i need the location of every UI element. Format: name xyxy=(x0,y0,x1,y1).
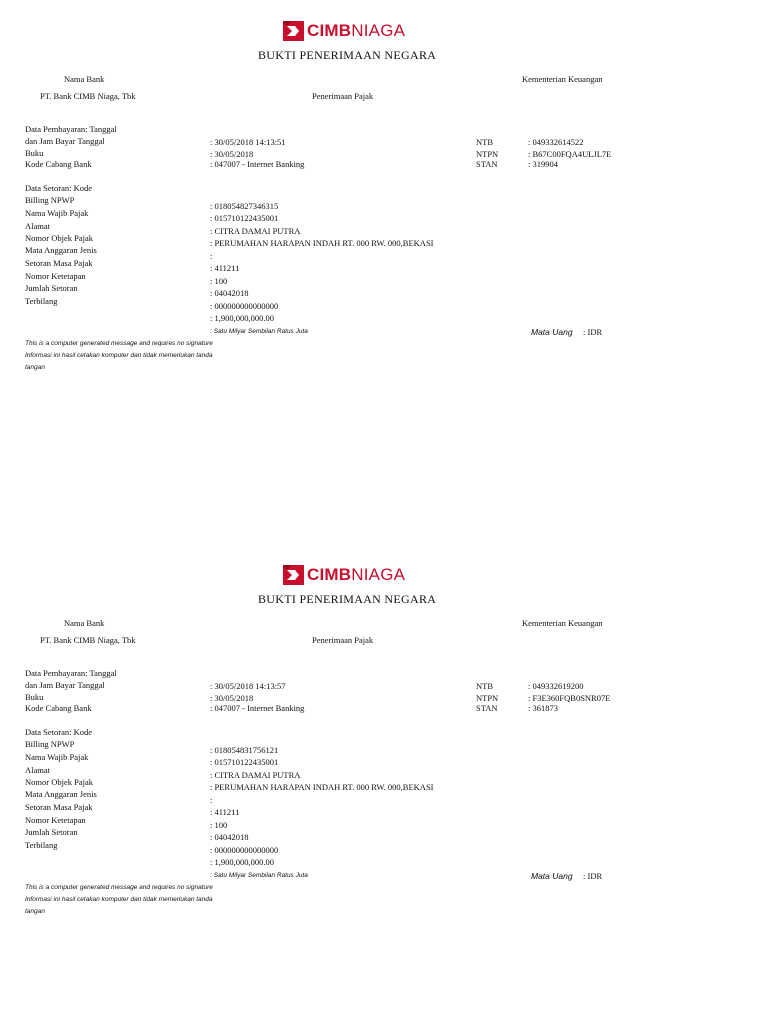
label-taxpayer: Nama Wajib Pajak xyxy=(25,208,89,218)
label-tax-period: Setoran Masa Pajak xyxy=(25,802,93,812)
receipt-title: BUKTI PENERIMAAN NEGARA xyxy=(258,48,437,62)
logo-text: CIMBNIAGA xyxy=(307,565,406,584)
currency-label: Mata Uang xyxy=(531,871,573,881)
revenue-type: Penerimaan Pajak xyxy=(312,91,374,101)
value-assessment: : 000000000000000 xyxy=(210,301,279,311)
label-taxpayer: Nama Wajib Pajak xyxy=(25,752,89,762)
footer-line-3: tangan xyxy=(25,364,45,371)
cimb-niaga-logo xyxy=(283,563,413,587)
label-npwp: Billing NPWP xyxy=(25,739,75,749)
value-address: : PERUMAHAN HARAPAN INDAH RT. 000 RW. 000,BEKASI xyxy=(210,238,434,248)
label-budget-type: Mata Anggaran Jenis xyxy=(25,789,97,799)
value-budget-type: : 411211 xyxy=(210,807,240,817)
label-branch: Kode Cabang Bank xyxy=(25,703,92,713)
value-object-number: : xyxy=(210,251,213,261)
value-book-date: : 30/05/2018 xyxy=(210,693,254,703)
label-amount: Jumlah Setoran xyxy=(25,827,78,837)
label-ntpn: NTPN xyxy=(476,149,499,159)
value-tax-period: : 04042018 xyxy=(210,288,249,298)
label-stan: STAN xyxy=(476,159,498,169)
value-stan: : 361873 xyxy=(528,703,558,713)
value-amount: : 1,900,000,000.00 xyxy=(210,313,274,323)
footer-line-1: This is a computer generated message and requires no signature xyxy=(25,884,213,891)
currency-label: Mata Uang xyxy=(531,327,573,337)
bank-label: Nama Bank xyxy=(64,618,105,628)
label-book: Buku xyxy=(25,692,44,702)
footer-line-3: tangan xyxy=(25,908,45,915)
ministry: Kementerian Keuangan xyxy=(522,74,603,84)
label-branch: Kode Cabang Bank xyxy=(25,159,92,169)
value-pay-datetime: : 30/05/2018 14:13:51 xyxy=(210,137,286,147)
label-amount: Jumlah Setoran xyxy=(25,283,78,293)
value-object-number: : xyxy=(210,795,213,805)
value-stan: : 319904 xyxy=(528,159,558,169)
value-book-date: : 30/05/2018 xyxy=(210,149,254,159)
footer-line-2: Informasi ini hasil cetakan komputer dan tidak memerlukan tanda xyxy=(25,896,213,903)
value-taxpayer: : CITRA DAMAI PUTRA xyxy=(210,226,301,236)
logo-text: CIMBNIAGA xyxy=(307,21,406,40)
cimb-niaga-logo-icon xyxy=(283,565,304,585)
value-ntpn: : F3E360FQB0SNR07E xyxy=(528,693,611,703)
value-address: : PERUMAHAN HARAPAN INDAH RT. 000 RW. 000,BEKASI xyxy=(210,782,434,792)
ministry: Kementerian Keuangan xyxy=(522,618,603,628)
bank-name: PT. Bank CIMB Niaga, Tbk xyxy=(40,635,136,645)
value-pay-datetime: : 30/05/2018 14:13:57 xyxy=(210,681,286,691)
value-taxpayer: : CITRA DAMAI PUTRA xyxy=(210,770,301,780)
value-deposit-type: : 100 xyxy=(210,276,228,286)
label-assessment: Nomor Ketetapan xyxy=(25,815,86,825)
value-billing-code: : 018054831756121 xyxy=(210,745,279,755)
label-address: Alamat xyxy=(25,221,51,231)
currency-value: : IDR xyxy=(583,327,603,337)
value-tax-period: : 04042018 xyxy=(210,832,249,842)
value-branch: : 047007 - Internet Banking xyxy=(210,159,305,169)
revenue-type: Penerimaan Pajak xyxy=(312,635,374,645)
value-assessment: : 000000000000000 xyxy=(210,845,279,855)
value-ntb: : 049332619200 xyxy=(528,681,584,691)
label-in-words: Terbilang xyxy=(25,840,58,850)
label-ntb: NTB xyxy=(476,137,493,147)
label-pay-time: dan Jam Bayar Tanggal xyxy=(25,136,105,146)
bank-label: Nama Bank xyxy=(64,74,105,84)
receipt-2 xyxy=(0,544,768,924)
label-payment-date: Data Pembayaran: Tanggal xyxy=(25,124,117,134)
receipt-title: BUKTI PENERIMAAN NEGARA xyxy=(258,592,437,606)
footer-line-2: Informasi ini hasil cetakan komputer dan tidak memerlukan tanda xyxy=(25,352,213,359)
currency-value: : IDR xyxy=(583,871,603,881)
value-in-words: : Satu Milyar Sembilan Ratus Juta xyxy=(210,872,308,879)
cimb-niaga-logo xyxy=(283,19,413,43)
value-in-words: : Satu Milyar Sembilan Ratus Juta xyxy=(210,328,308,335)
label-payment-date: Data Pembayaran: Tanggal xyxy=(25,668,117,678)
label-billing-code: Data Setoran: Kode xyxy=(25,183,93,193)
value-npwp: : 015710122435001 xyxy=(210,757,279,767)
label-ntb: NTB xyxy=(476,681,493,691)
value-branch: : 047007 - Internet Banking xyxy=(210,703,305,713)
label-assessment: Nomor Ketetapan xyxy=(25,271,86,281)
label-address: Alamat xyxy=(25,765,51,775)
label-book: Buku xyxy=(25,148,44,158)
value-billing-code: : 018054827346315 xyxy=(210,201,279,211)
label-ntpn: NTPN xyxy=(476,693,499,703)
label-tax-period: Setoran Masa Pajak xyxy=(25,258,93,268)
label-in-words: Terbilang xyxy=(25,296,58,306)
label-budget-type: Mata Anggaran Jenis xyxy=(25,245,97,255)
value-ntb: : 049332614522 xyxy=(528,137,584,147)
cimb-niaga-logo-icon xyxy=(283,21,304,41)
value-amount: : 1,900,000,000.00 xyxy=(210,857,274,867)
receipt-1 xyxy=(0,0,768,380)
bank-name: PT. Bank CIMB Niaga, Tbk xyxy=(40,91,136,101)
footer-line-1: This is a computer generated message and requires no signature xyxy=(25,340,213,347)
value-npwp: : 015710122435001 xyxy=(210,213,279,223)
value-budget-type: : 411211 xyxy=(210,263,240,273)
label-pay-time: dan Jam Bayar Tanggal xyxy=(25,680,105,690)
value-ntpn: : B67C00FQA4ULJL7E xyxy=(528,149,612,159)
label-object-number: Nomor Objek Pajak xyxy=(25,777,93,787)
value-deposit-type: : 100 xyxy=(210,820,228,830)
label-object-number: Nomor Objek Pajak xyxy=(25,233,93,243)
label-billing-code: Data Setoran: Kode xyxy=(25,727,93,737)
label-npwp: Billing NPWP xyxy=(25,195,75,205)
label-stan: STAN xyxy=(476,703,498,713)
